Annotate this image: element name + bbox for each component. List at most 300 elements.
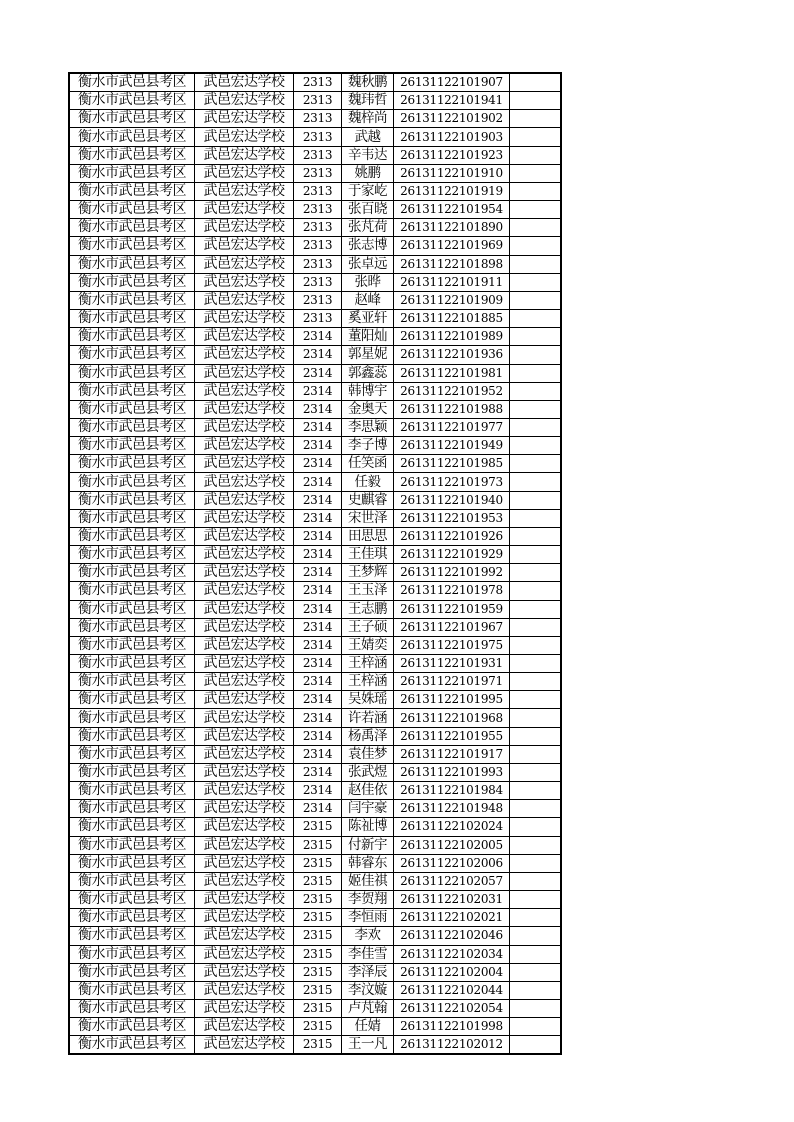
- table-row: [69, 219, 561, 237]
- cell-student-name: 金奥天: [342, 400, 394, 418]
- cell-class-number: 2315: [294, 872, 342, 890]
- cell-class-number: 2313: [294, 219, 342, 237]
- cell-student-name: 奚亚轩: [342, 310, 394, 328]
- table-row: [69, 600, 561, 618]
- table-row: [69, 364, 561, 382]
- cell-exam-district: 衡水市武邑县考区: [69, 182, 195, 200]
- cell-exam-district: 衡水市武邑县考区: [69, 509, 195, 527]
- cell-empty-note: [510, 219, 562, 237]
- cell-student-name: 吴姝瑶: [342, 691, 394, 709]
- cell-school-name: 武邑宏达学校: [195, 636, 294, 654]
- cell-school-name: 武邑宏达学校: [195, 110, 294, 128]
- cell-exam-district: 衡水市武邑县考区: [69, 146, 195, 164]
- cell-exam-number: 26131122102046: [394, 927, 510, 945]
- cell-exam-number: 26131122101898: [394, 255, 510, 273]
- cell-class-number: 2313: [294, 92, 342, 110]
- table-row: [69, 709, 561, 727]
- cell-class-number: 2313: [294, 110, 342, 128]
- cell-class-number: 2315: [294, 836, 342, 854]
- cell-empty-note: [510, 673, 562, 691]
- cell-empty-note: [510, 963, 562, 981]
- cell-student-name: 张卓远: [342, 255, 394, 273]
- cell-school-name: 武邑宏达学校: [195, 364, 294, 382]
- cell-school-name: 武邑宏达学校: [195, 909, 294, 927]
- table-row: [69, 691, 561, 709]
- cell-exam-district: 衡水市武邑县考区: [69, 891, 195, 909]
- cell-school-name: 武邑宏达学校: [195, 255, 294, 273]
- cell-student-name: 李恒雨: [342, 909, 394, 927]
- cell-empty-note: [510, 709, 562, 727]
- cell-class-number: 2313: [294, 255, 342, 273]
- cell-class-number: 2315: [294, 927, 342, 945]
- cell-empty-note: [510, 291, 562, 309]
- cell-school-name: 武邑宏达学校: [195, 509, 294, 527]
- cell-exam-district: 衡水市武邑县考区: [69, 328, 195, 346]
- cell-exam-number: 26131122101911: [394, 273, 510, 291]
- cell-class-number: 2315: [294, 854, 342, 872]
- table-row: [69, 872, 561, 890]
- table-row: [69, 927, 561, 945]
- cell-empty-note: [510, 546, 562, 564]
- cell-class-number: 2314: [294, 418, 342, 436]
- cell-empty-note: [510, 655, 562, 673]
- cell-school-name: 武邑宏达学校: [195, 999, 294, 1017]
- cell-exam-number: 26131122101968: [394, 709, 510, 727]
- cell-exam-number: 26131122102054: [394, 999, 510, 1017]
- cell-empty-note: [510, 782, 562, 800]
- table-row: [69, 527, 561, 545]
- cell-student-name: 宋世泽: [342, 509, 394, 527]
- cell-empty-note: [510, 310, 562, 328]
- cell-school-name: 武邑宏达学校: [195, 201, 294, 219]
- cell-exam-district: 衡水市武邑县考区: [69, 818, 195, 836]
- cell-exam-number: 26131122101971: [394, 673, 510, 691]
- cell-exam-district: 衡水市武邑县考区: [69, 673, 195, 691]
- cell-exam-district: 衡水市武邑县考区: [69, 164, 195, 182]
- cell-empty-note: [510, 346, 562, 364]
- cell-exam-district: 衡水市武邑县考区: [69, 745, 195, 763]
- cell-exam-district: 衡水市武邑县考区: [69, 273, 195, 291]
- cell-school-name: 武邑宏达学校: [195, 237, 294, 255]
- cell-student-name: 魏梓尚: [342, 110, 394, 128]
- cell-exam-number: 26131122101955: [394, 727, 510, 745]
- table-row: [69, 418, 561, 436]
- cell-class-number: 2314: [294, 509, 342, 527]
- cell-empty-note: [510, 1036, 562, 1055]
- cell-class-number: 2314: [294, 400, 342, 418]
- cell-empty-note: [510, 110, 562, 128]
- cell-exam-number: 26131122101967: [394, 618, 510, 636]
- cell-school-name: 武邑宏达学校: [195, 219, 294, 237]
- cell-class-number: 2314: [294, 745, 342, 763]
- table-row: [69, 473, 561, 491]
- cell-empty-note: [510, 1018, 562, 1036]
- cell-exam-district: 衡水市武邑县考区: [69, 455, 195, 473]
- cell-school-name: 武邑宏达学校: [195, 382, 294, 400]
- cell-student-name: 闫宇豪: [342, 800, 394, 818]
- cell-school-name: 武邑宏达学校: [195, 691, 294, 709]
- cell-class-number: 2314: [294, 636, 342, 654]
- cell-student-name: 辛韦达: [342, 146, 394, 164]
- table-row: [69, 818, 561, 836]
- cell-exam-district: 衡水市武邑县考区: [69, 364, 195, 382]
- cell-empty-note: [510, 201, 562, 219]
- cell-school-name: 武邑宏达学校: [195, 328, 294, 346]
- table-row: [69, 981, 561, 999]
- roster-table-body: [69, 73, 561, 1054]
- cell-exam-number: 26131122101984: [394, 782, 510, 800]
- cell-class-number: 2313: [294, 182, 342, 200]
- cell-exam-district: 衡水市武邑县考区: [69, 564, 195, 582]
- cell-exam-number: 26131122101936: [394, 346, 510, 364]
- cell-class-number: 2315: [294, 909, 342, 927]
- cell-empty-note: [510, 854, 562, 872]
- cell-exam-district: 衡水市武邑县考区: [69, 73, 195, 92]
- table-row: [69, 164, 561, 182]
- cell-empty-note: [510, 255, 562, 273]
- table-row: [69, 310, 561, 328]
- cell-school-name: 武邑宏达学校: [195, 418, 294, 436]
- cell-exam-number: 26131122101977: [394, 418, 510, 436]
- cell-exam-district: 衡水市武邑县考区: [69, 291, 195, 309]
- cell-exam-district: 衡水市武邑县考区: [69, 709, 195, 727]
- cell-exam-number: 26131122102004: [394, 963, 510, 981]
- cell-student-name: 魏秋鹏: [342, 73, 394, 92]
- table-row: [69, 891, 561, 909]
- cell-school-name: 武邑宏达学校: [195, 164, 294, 182]
- cell-empty-note: [510, 618, 562, 636]
- cell-exam-district: 衡水市武邑县考区: [69, 473, 195, 491]
- table-row: [69, 673, 561, 691]
- cell-exam-number: 26131122102034: [394, 945, 510, 963]
- cell-student-name: 史麒睿: [342, 491, 394, 509]
- table-row: [69, 745, 561, 763]
- cell-exam-number: 26131122101885: [394, 310, 510, 328]
- cell-school-name: 武邑宏达学校: [195, 673, 294, 691]
- cell-exam-number: 26131122101902: [394, 110, 510, 128]
- cell-student-name: 魏玮哲: [342, 92, 394, 110]
- table-row: [69, 182, 561, 200]
- cell-exam-district: 衡水市武邑县考区: [69, 1018, 195, 1036]
- cell-student-name: 卢芃翰: [342, 999, 394, 1017]
- cell-school-name: 武邑宏达学校: [195, 618, 294, 636]
- table-row: [69, 437, 561, 455]
- cell-empty-note: [510, 164, 562, 182]
- cell-exam-number: 26131122101890: [394, 219, 510, 237]
- cell-empty-note: [510, 691, 562, 709]
- cell-class-number: 2315: [294, 945, 342, 963]
- cell-exam-number: 26131122101993: [394, 763, 510, 781]
- cell-exam-district: 衡水市武邑县考区: [69, 854, 195, 872]
- cell-exam-district: 衡水市武邑县考区: [69, 945, 195, 963]
- cell-school-name: 武邑宏达学校: [195, 400, 294, 418]
- cell-class-number: 2314: [294, 437, 342, 455]
- cell-class-number: 2314: [294, 527, 342, 545]
- cell-student-name: 武越: [342, 128, 394, 146]
- cell-school-name: 武邑宏达学校: [195, 527, 294, 545]
- cell-empty-note: [510, 945, 562, 963]
- table-row: [69, 73, 561, 92]
- cell-school-name: 武邑宏达学校: [195, 182, 294, 200]
- cell-student-name: 李佳雪: [342, 945, 394, 963]
- table-row: [69, 854, 561, 872]
- cell-empty-note: [510, 328, 562, 346]
- cell-class-number: 2315: [294, 818, 342, 836]
- cell-class-number: 2313: [294, 128, 342, 146]
- cell-student-name: 袁佳梦: [342, 745, 394, 763]
- cell-exam-district: 衡水市武邑县考区: [69, 92, 195, 110]
- cell-school-name: 武邑宏达学校: [195, 273, 294, 291]
- cell-student-name: 郭鑫蕊: [342, 364, 394, 382]
- cell-empty-note: [510, 237, 562, 255]
- cell-exam-number: 26131122102024: [394, 818, 510, 836]
- table-row: [69, 763, 561, 781]
- cell-empty-note: [510, 981, 562, 999]
- cell-class-number: 2313: [294, 291, 342, 309]
- cell-student-name: 李汶嫙: [342, 981, 394, 999]
- cell-exam-district: 衡水市武邑县考区: [69, 909, 195, 927]
- cell-class-number: 2314: [294, 782, 342, 800]
- cell-exam-number: 26131122101909: [394, 291, 510, 309]
- table-row: [69, 564, 561, 582]
- cell-student-name: 王佳琪: [342, 546, 394, 564]
- cell-class-number: 2314: [294, 382, 342, 400]
- cell-empty-note: [510, 872, 562, 890]
- table-row: [69, 1018, 561, 1036]
- table-row: [69, 237, 561, 255]
- cell-student-name: 姚鹏: [342, 164, 394, 182]
- table-row: [69, 509, 561, 527]
- cell-empty-note: [510, 891, 562, 909]
- cell-exam-number: 26131122101919: [394, 182, 510, 200]
- cell-empty-note: [510, 509, 562, 527]
- cell-exam-district: 衡水市武邑县考区: [69, 800, 195, 818]
- cell-student-name: 张芃荷: [342, 219, 394, 237]
- cell-school-name: 武邑宏达学校: [195, 945, 294, 963]
- cell-exam-district: 衡水市武邑县考区: [69, 836, 195, 854]
- cell-student-name: 许若涵: [342, 709, 394, 727]
- table-row: [69, 273, 561, 291]
- cell-student-name: 张晔: [342, 273, 394, 291]
- cell-exam-district: 衡水市武邑县考区: [69, 491, 195, 509]
- cell-exam-district: 衡水市武邑县考区: [69, 763, 195, 781]
- cell-exam-number: 26131122101985: [394, 455, 510, 473]
- cell-school-name: 武邑宏达学校: [195, 927, 294, 945]
- cell-school-name: 武邑宏达学校: [195, 709, 294, 727]
- cell-school-name: 武邑宏达学校: [195, 564, 294, 582]
- table-row: [69, 836, 561, 854]
- cell-school-name: 武邑宏达学校: [195, 291, 294, 309]
- cell-empty-note: [510, 800, 562, 818]
- cell-exam-number: 26131122101973: [394, 473, 510, 491]
- cell-exam-district: 衡水市武邑县考区: [69, 636, 195, 654]
- cell-exam-district: 衡水市武邑县考区: [69, 527, 195, 545]
- cell-school-name: 武邑宏达学校: [195, 491, 294, 509]
- cell-exam-number: 26131122101953: [394, 509, 510, 527]
- cell-empty-note: [510, 400, 562, 418]
- cell-class-number: 2314: [294, 673, 342, 691]
- cell-exam-district: 衡水市武邑县考区: [69, 691, 195, 709]
- cell-exam-district: 衡水市武邑县考区: [69, 655, 195, 673]
- table-row: [69, 546, 561, 564]
- cell-exam-number: 26131122102044: [394, 981, 510, 999]
- cell-school-name: 武邑宏达学校: [195, 600, 294, 618]
- cell-empty-note: [510, 818, 562, 836]
- cell-school-name: 武邑宏达学校: [195, 92, 294, 110]
- cell-student-name: 王梓涵: [342, 655, 394, 673]
- table-row: [69, 491, 561, 509]
- cell-exam-number: 26131122102005: [394, 836, 510, 854]
- cell-empty-note: [510, 909, 562, 927]
- cell-school-name: 武邑宏达学校: [195, 473, 294, 491]
- table-row: [69, 92, 561, 110]
- cell-class-number: 2314: [294, 364, 342, 382]
- cell-exam-number: 26131122102012: [394, 1036, 510, 1055]
- table-row: [69, 146, 561, 164]
- cell-class-number: 2313: [294, 237, 342, 255]
- cell-school-name: 武邑宏达学校: [195, 872, 294, 890]
- cell-class-number: 2313: [294, 201, 342, 219]
- cell-class-number: 2314: [294, 546, 342, 564]
- cell-student-name: 付新宇: [342, 836, 394, 854]
- cell-school-name: 武邑宏达学校: [195, 963, 294, 981]
- cell-school-name: 武邑宏达学校: [195, 346, 294, 364]
- table-row: [69, 382, 561, 400]
- cell-exam-district: 衡水市武邑县考区: [69, 782, 195, 800]
- cell-exam-district: 衡水市武邑县考区: [69, 201, 195, 219]
- cell-class-number: 2315: [294, 963, 342, 981]
- cell-exam-district: 衡水市武邑县考区: [69, 600, 195, 618]
- cell-school-name: 武邑宏达学校: [195, 981, 294, 999]
- cell-student-name: 杨禹泽: [342, 727, 394, 745]
- cell-student-name: 王玉泽: [342, 582, 394, 600]
- cell-student-name: 王志鹏: [342, 600, 394, 618]
- cell-empty-note: [510, 927, 562, 945]
- cell-exam-number: 26131122101981: [394, 364, 510, 382]
- cell-empty-note: [510, 491, 562, 509]
- cell-student-name: 赵峰: [342, 291, 394, 309]
- cell-student-name: 王梦辉: [342, 564, 394, 582]
- cell-student-name: 董阳灿: [342, 328, 394, 346]
- cell-exam-district: 衡水市武邑县考区: [69, 110, 195, 128]
- cell-class-number: 2314: [294, 455, 342, 473]
- table-row: [69, 636, 561, 654]
- cell-exam-number: 26131122101903: [394, 128, 510, 146]
- cell-exam-district: 衡水市武邑县考区: [69, 237, 195, 255]
- cell-exam-district: 衡水市武邑县考区: [69, 927, 195, 945]
- cell-class-number: 2314: [294, 763, 342, 781]
- table-row: [69, 582, 561, 600]
- cell-school-name: 武邑宏达学校: [195, 763, 294, 781]
- table-row: [69, 782, 561, 800]
- cell-exam-district: 衡水市武邑县考区: [69, 437, 195, 455]
- cell-exam-number: 26131122101931: [394, 655, 510, 673]
- cell-student-name: 于家屹: [342, 182, 394, 200]
- cell-class-number: 2314: [294, 727, 342, 745]
- cell-class-number: 2314: [294, 709, 342, 727]
- cell-student-name: 张百晓: [342, 201, 394, 219]
- cell-exam-district: 衡水市武邑县考区: [69, 546, 195, 564]
- cell-empty-note: [510, 999, 562, 1017]
- cell-exam-number: 26131122101917: [394, 745, 510, 763]
- cell-school-name: 武邑宏达学校: [195, 146, 294, 164]
- cell-exam-district: 衡水市武邑县考区: [69, 382, 195, 400]
- cell-student-name: 王子硕: [342, 618, 394, 636]
- table-row: [69, 800, 561, 818]
- cell-empty-note: [510, 745, 562, 763]
- cell-class-number: 2314: [294, 564, 342, 582]
- cell-exam-district: 衡水市武邑县考区: [69, 618, 195, 636]
- cell-empty-note: [510, 382, 562, 400]
- cell-empty-note: [510, 273, 562, 291]
- table-row: [69, 110, 561, 128]
- cell-exam-number: 26131122101998: [394, 1018, 510, 1036]
- cell-empty-note: [510, 128, 562, 146]
- table-row: [69, 400, 561, 418]
- cell-school-name: 武邑宏达学校: [195, 546, 294, 564]
- cell-school-name: 武邑宏达学校: [195, 582, 294, 600]
- cell-class-number: 2315: [294, 891, 342, 909]
- cell-exam-number: 26131122102006: [394, 854, 510, 872]
- cell-exam-number: 26131122102057: [394, 872, 510, 890]
- cell-class-number: 2315: [294, 981, 342, 999]
- table-row: [69, 328, 561, 346]
- cell-exam-district: 衡水市武邑县考区: [69, 310, 195, 328]
- cell-school-name: 武邑宏达学校: [195, 891, 294, 909]
- cell-student-name: 韩博宇: [342, 382, 394, 400]
- cell-student-name: 李欢: [342, 927, 394, 945]
- cell-school-name: 武邑宏达学校: [195, 745, 294, 763]
- table-row: [69, 291, 561, 309]
- table-row: [69, 963, 561, 981]
- cell-exam-number: 26131122101992: [394, 564, 510, 582]
- cell-empty-note: [510, 582, 562, 600]
- cell-student-name: 任笑函: [342, 455, 394, 473]
- cell-class-number: 2313: [294, 73, 342, 92]
- cell-class-number: 2314: [294, 618, 342, 636]
- table-row: [69, 455, 561, 473]
- cell-school-name: 武邑宏达学校: [195, 818, 294, 836]
- cell-exam-district: 衡水市武邑县考区: [69, 400, 195, 418]
- cell-exam-number: 26131122101988: [394, 400, 510, 418]
- table-row: [69, 945, 561, 963]
- cell-exam-district: 衡水市武邑县考区: [69, 872, 195, 890]
- cell-exam-district: 衡水市武邑县考区: [69, 1036, 195, 1055]
- cell-school-name: 武邑宏达学校: [195, 1018, 294, 1036]
- table-row: [69, 1036, 561, 1055]
- cell-class-number: 2313: [294, 310, 342, 328]
- cell-empty-note: [510, 473, 562, 491]
- cell-class-number: 2314: [294, 473, 342, 491]
- cell-school-name: 武邑宏达学校: [195, 310, 294, 328]
- cell-student-name: 任毅: [342, 473, 394, 491]
- cell-empty-note: [510, 636, 562, 654]
- table-row: [69, 727, 561, 745]
- cell-class-number: 2314: [294, 328, 342, 346]
- cell-school-name: 武邑宏达学校: [195, 1036, 294, 1055]
- cell-class-number: 2314: [294, 346, 342, 364]
- table-row: [69, 655, 561, 673]
- cell-student-name: 李泽辰: [342, 963, 394, 981]
- cell-exam-number: 26131122101952: [394, 382, 510, 400]
- table-row: [69, 346, 561, 364]
- cell-student-name: 李贺翔: [342, 891, 394, 909]
- cell-empty-note: [510, 564, 562, 582]
- cell-exam-number: 26131122102031: [394, 891, 510, 909]
- table-row: [69, 618, 561, 636]
- cell-exam-number: 26131122101954: [394, 201, 510, 219]
- cell-student-name: 郭星妮: [342, 346, 394, 364]
